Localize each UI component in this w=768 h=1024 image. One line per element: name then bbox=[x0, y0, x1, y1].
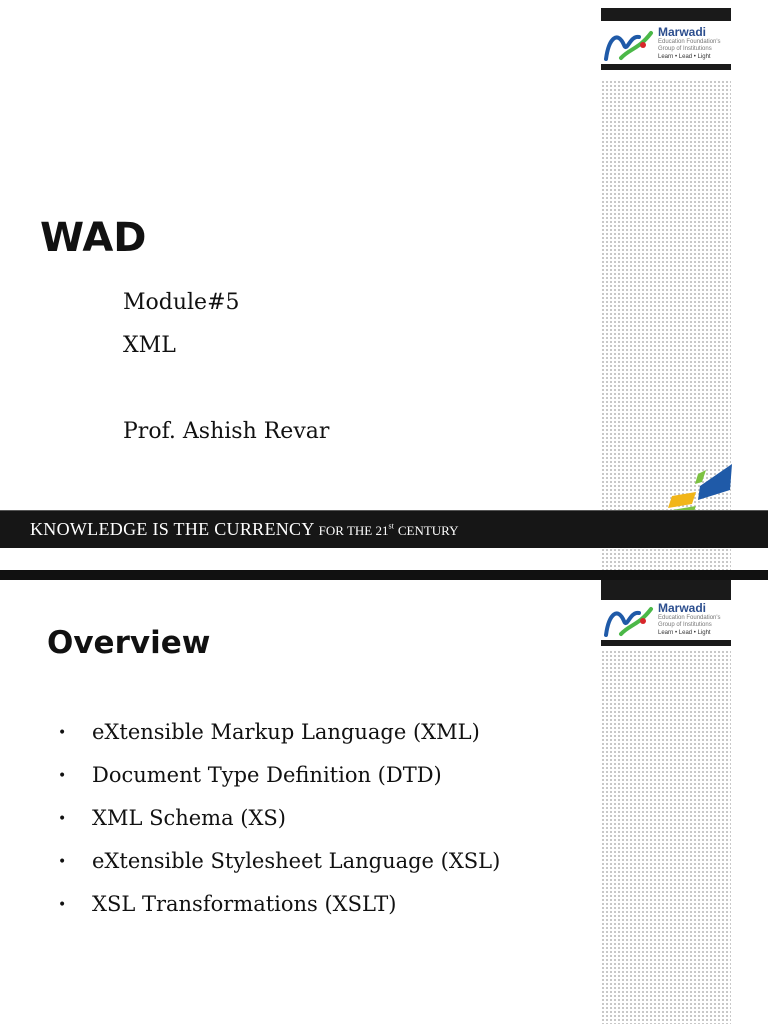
list-item bbox=[58, 849, 500, 892]
overview-slide bbox=[0, 580, 768, 1024]
topic-label: XML bbox=[123, 333, 176, 358]
dotted-decoration bbox=[601, 650, 731, 1024]
slide-divider bbox=[0, 570, 768, 580]
logo bbox=[601, 580, 731, 646]
logo-name: Marwadi bbox=[658, 25, 707, 39]
logo-top-bar bbox=[601, 580, 731, 600]
overview-bullet-list bbox=[58, 720, 500, 935]
tagline-main: KNOWLEDGE IS THE CURRENCY bbox=[30, 519, 315, 539]
logo-subtitle-2: Group of Institutions bbox=[658, 46, 712, 52]
logo-subtitle-2: Group of Institutions bbox=[658, 622, 712, 628]
tagline-for: FOR THE 21 bbox=[318, 523, 389, 538]
logo-name: Marwadi bbox=[658, 601, 707, 615]
overview-title: Overview bbox=[47, 625, 211, 661]
module-label: Module#5 bbox=[123, 290, 240, 315]
logo-subtitle-1: Education Foundation's bbox=[658, 39, 721, 45]
logo-tagline: Learn • Lead • Light bbox=[658, 54, 711, 60]
marwadi-logo-icon bbox=[603, 601, 655, 641]
bullet-text: eXtensible Stylesheet Language (XSL) bbox=[92, 849, 501, 873]
bullet-icon: • bbox=[58, 768, 67, 784]
logo-text bbox=[658, 26, 721, 60]
bullet-icon: • bbox=[58, 854, 67, 870]
list-item bbox=[58, 892, 500, 935]
bullet-icon: • bbox=[58, 897, 67, 913]
tagline-text bbox=[30, 519, 459, 540]
tagline-sup: st bbox=[388, 521, 394, 531]
logo-top-bar bbox=[601, 8, 731, 21]
list-item bbox=[58, 806, 500, 849]
bullet-text: XSL Transformations (XSLT) bbox=[92, 892, 397, 916]
logo-tagline: Learn • Lead • Light bbox=[658, 630, 711, 636]
marwadi-logo-icon bbox=[603, 25, 655, 65]
bullet-text: Document Type Definition (DTD) bbox=[92, 763, 442, 787]
bullet-text: XML Schema (XS) bbox=[92, 806, 287, 830]
logo-text bbox=[658, 602, 721, 636]
author-label: Prof. Ashish Revar bbox=[123, 419, 330, 444]
bullet-icon: • bbox=[58, 811, 67, 827]
list-item bbox=[58, 763, 500, 806]
tagline-banner-edge bbox=[0, 510, 768, 511]
bullet-icon: • bbox=[58, 725, 67, 741]
list-item bbox=[58, 720, 500, 763]
logo-bottom-bar bbox=[601, 64, 731, 70]
slide-title: WAD bbox=[40, 215, 147, 261]
tagline-end: CENTURY bbox=[397, 523, 459, 538]
logo-subtitle-1: Education Foundation's bbox=[658, 615, 721, 621]
bullet-text: eXtensible Markup Language (XML) bbox=[92, 720, 480, 744]
logo-bottom-bar bbox=[601, 640, 731, 646]
tagline-banner bbox=[0, 510, 768, 548]
logo bbox=[601, 8, 731, 70]
